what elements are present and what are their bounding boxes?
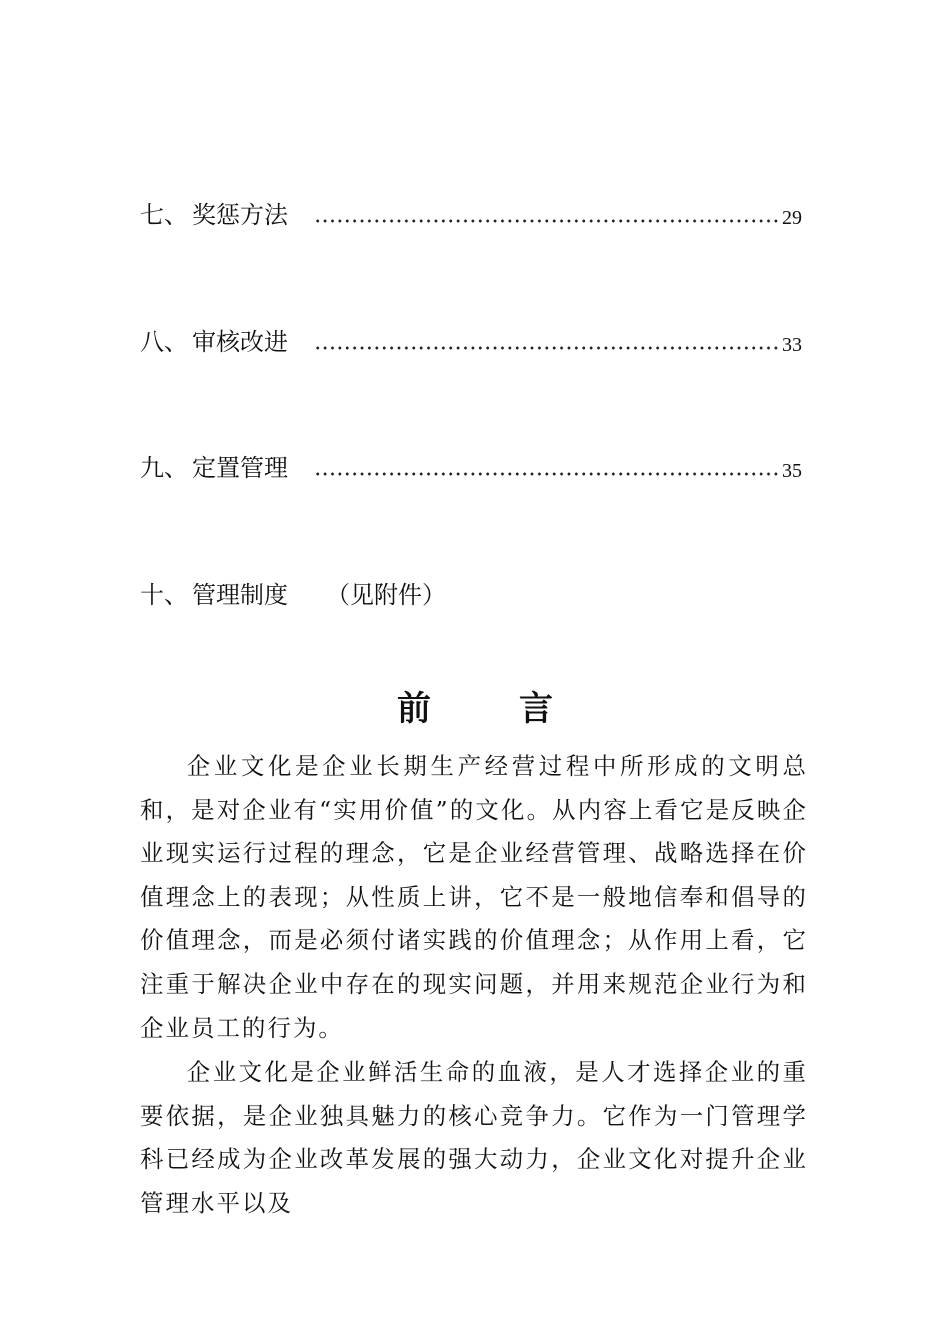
toc-entry-number: 七、	[140, 201, 188, 229]
toc-entry-7[interactable]	[140, 198, 802, 232]
toc-dot-leader	[314, 325, 780, 359]
toc-entry-number: 九、	[140, 454, 188, 482]
toc-entry-9[interactable]	[140, 451, 802, 485]
toc-entry-page: 33	[782, 334, 802, 356]
preface-title: 前言	[397, 689, 641, 729]
toc-entry-note: （见附件）	[326, 581, 446, 609]
toc-entry-10[interactable]	[140, 578, 802, 612]
preface-body	[140, 745, 808, 1227]
toc-entry-title: 审核改进	[192, 328, 288, 356]
toc-entry-page: 29	[782, 207, 802, 229]
toc-entry-8[interactable]	[140, 325, 802, 359]
preface-paragraph-1: 企业文化是企业长期生产经营过程中所形成的文明总和，是对企业有“实用价值”的文化。从内容上看它是反映企业现实运行过程的理念，它是企业经营管理、战略选择在价值理念上的表现；从性质上讲，它不是一般地信奉和倡导的价值理念，而是必须付诸实践的价值理念；从作用上看，它注重于解决企业中存在的现实问题，并用来规范企业行为和企业员工的行为。	[140, 752, 808, 1042]
toc-entry-title: 定置管理	[192, 454, 288, 482]
toc-entry-number: 八、	[140, 328, 188, 356]
preface-paragraph-2: 企业文化是企业鲜活生命的血液，是人才选择企业的重要依据，是企业独具魅力的核心竞争力。它作为一门管理学科已经成为企业改革发展的强大动力，企业文化对提升企业管理水平以及	[140, 1058, 808, 1217]
toc-entry-title: 管理制度	[192, 581, 288, 609]
toc-entry-number: 十、	[140, 581, 188, 609]
toc-entry-title: 奖惩方法	[192, 201, 288, 229]
toc-dot-leader	[314, 451, 780, 485]
toc-dot-leader	[314, 198, 780, 232]
toc-entry-page: 35	[782, 460, 802, 482]
